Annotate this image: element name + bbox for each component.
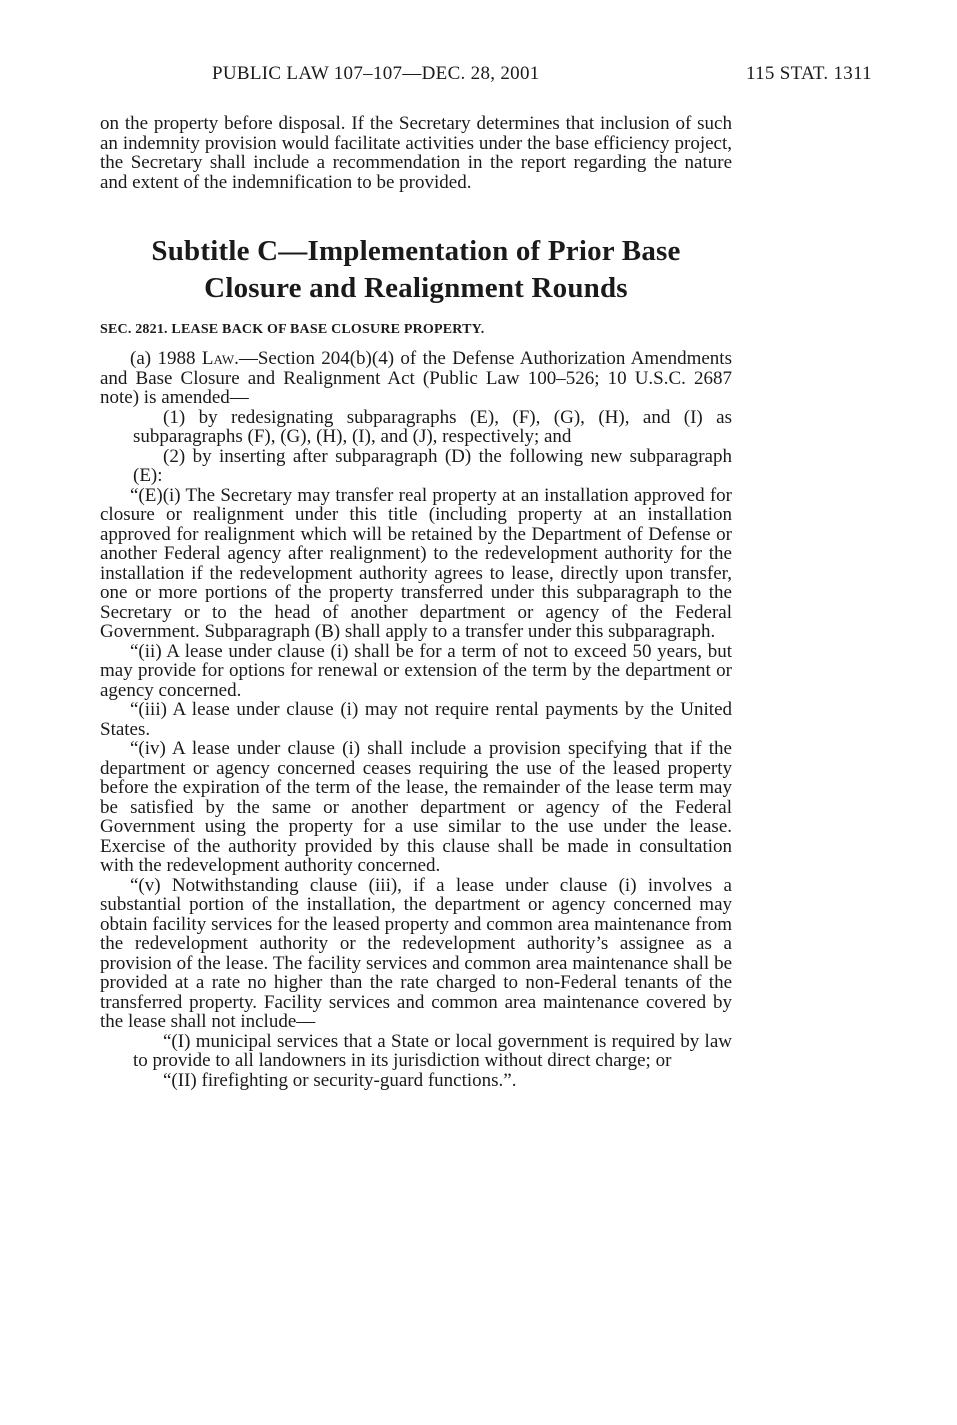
subsection-a-text: .—Section 204(b)(4) of the Defense Authorization Amendments and Base Closure and Realignment Act (Public Law 100–526; 10 U.S.C. 2687 note) is amended—: [100, 348, 732, 408]
subtitle-line-2: Closure and Realignment Rounds: [204, 272, 628, 304]
subtitle-heading: [100, 233, 732, 307]
clause-e-i: “(E)(i) The Secretary may transfer real property at an installation approved for closure or realignment under this title (including property at an installation approved for realignment which will be retained by the Department of Defense or another Federal agency after realignment) to the redevelopment authority for the installation if the redevelopment authority agrees to lease, directly upon transfer, one or more portions of the property transferred under this subparagraph to the Secretary or to the head of another department or agency of the Federal Government. Subparagraph (B) shall apply to a transfer under this subparagraph.: [100, 484, 732, 642]
subsection-a-label: (a) 1988: [130, 348, 202, 369]
intro-paragraph-block: [100, 114, 732, 192]
clause-e-v: “(v) Notwithstanding clause (iii), if a lease under clause (i) involves a substantial portion of the installation, the department or agency concerned may obtain facility services for the leased property and common area maintenance from the redevelopment authority or the redevelopment authority’s assignee as a provision of the lease. The facility services and common area maintenance shall be provided at a rate no higher than the rate charged to non-Federal tenants of the transferred property. Facility services and common area maintenance covered by the lease shall not include—: [100, 874, 732, 1032]
clause-e-v-subclause-ii: “(II) firefighting or security-guard functions.”.: [163, 1069, 517, 1091]
subsection-a: [100, 349, 732, 408]
section-heading: SEC. 2821. LEASE BACK OF BASE CLOSURE PROPERTY.: [100, 322, 485, 337]
section-body: [100, 349, 732, 1090]
amendment-item-1: (1) by redesignating subparagraphs (E), (F), (G), (H), and (I) as subparagraphs (F), (G), (H), (I), and (J), respectively; and: [133, 406, 732, 447]
clause-e-iii: “(iii) A lease under clause (i) may not require rental payments by the United States.: [100, 699, 732, 740]
clause-e-iv: “(iv) A lease under clause (i) shall include a provision specifying that if the department or agency concerned ceases requiring the use of the leased property before the expiration of the term of the lease, the remainder of the lease term may be satisfied by the same or another department or agency of the Federal Government using the property for a use similar to the use under the lease. Exercise of the authority provided by this clause shall be made in consultation with the redevelopment authority concerned.: [100, 738, 732, 876]
clause-e-ii: “(ii) A lease under clause (i) shall be for a term of not to exceed 50 years, but may provide for options for renewal or extension of the term by the department or agency concerned.: [100, 640, 732, 701]
subsection-a-label-smallcaps: Law: [201, 348, 235, 369]
subtitle-line-1: Subtitle C—Implementation of Prior Base: [151, 235, 681, 267]
header-title: PUBLIC LAW 107–107—DEC. 28, 2001: [212, 63, 540, 84]
statute-page-number: 115 STAT. 1311: [745, 63, 872, 84]
clause-e-v-subclause-i: “(I) municipal services that a State or local government is required by law to provide to all landowners in its jurisdiction without direct charge; or: [133, 1030, 732, 1071]
amendment-item-2: (2) by inserting after subparagraph (D) the following new subparagraph (E):: [133, 445, 732, 486]
intro-paragraph: on the property before disposal. If the Secretary determines that inclusion of such an indemnity provision would facilitate activities under the base efficiency project, the Secretary shall include a recommendation in the report regarding the nature and extent of the indemnification to be provided.: [100, 113, 732, 193]
